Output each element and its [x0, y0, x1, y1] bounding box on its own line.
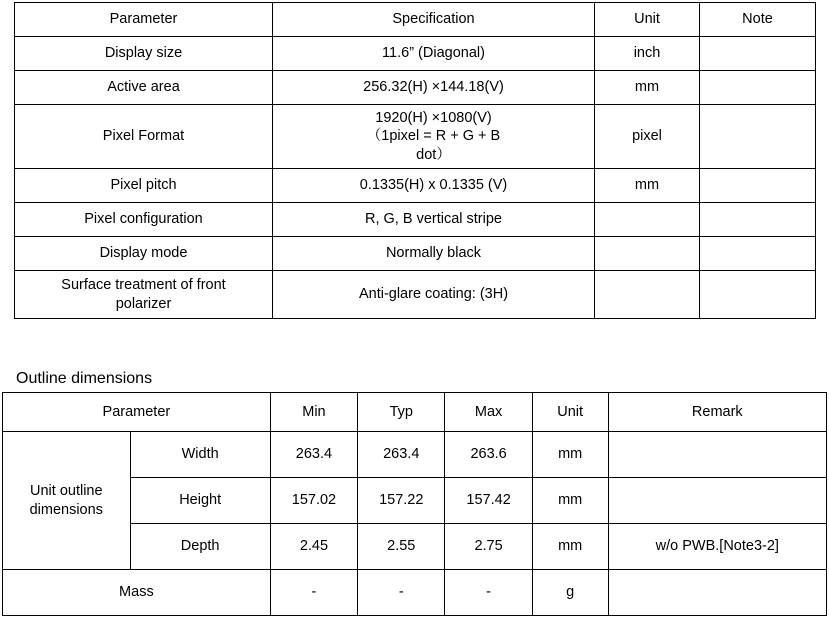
cell-unit	[595, 237, 700, 271]
column-header-parameter: Parameter	[15, 3, 273, 37]
column-header-parameter: Parameter	[3, 393, 271, 432]
cell-note	[700, 37, 816, 71]
cell-max: 157.42	[445, 478, 532, 524]
section-heading-outline-dimensions: Outline dimensions	[16, 370, 153, 387]
cell-unit: g	[532, 570, 608, 616]
cell-min: 263.4	[270, 432, 357, 478]
table-row	[3, 432, 827, 478]
cell-max: -	[445, 570, 532, 616]
column-header-max: Max	[445, 393, 532, 432]
cell-typ: 2.55	[358, 524, 445, 570]
table-row	[15, 271, 816, 319]
column-header-remark: Remark	[608, 393, 826, 432]
cell-sub-parameter: Depth	[130, 524, 270, 570]
cell-note	[700, 237, 816, 271]
cell-parameter: Display size	[15, 37, 273, 71]
cell-specification: 11.6” (Diagonal)	[273, 37, 595, 71]
table-row	[15, 203, 816, 237]
table-row	[15, 237, 816, 271]
cell-note	[700, 71, 816, 105]
cell-typ: -	[358, 570, 445, 616]
column-header-specification: Specification	[273, 3, 595, 37]
cell-remark	[608, 432, 826, 478]
cell-min: -	[270, 570, 357, 616]
table-header-row	[3, 393, 827, 432]
cell-group-label: Unit outline dimensions	[3, 432, 131, 570]
table-row	[3, 570, 827, 616]
table-row	[15, 105, 816, 169]
cell-unit: mm	[595, 71, 700, 105]
cell-parameter: Surface treatment of front polarizer	[15, 271, 273, 319]
cell-unit: inch	[595, 37, 700, 71]
column-header-unit: Unit	[532, 393, 608, 432]
cell-max: 263.6	[445, 432, 532, 478]
cell-specification: 0.1335(H) x 0.1335 (V)	[273, 169, 595, 203]
column-header-min: Min	[270, 393, 357, 432]
cell-parameter: Display mode	[15, 237, 273, 271]
cell-note	[700, 105, 816, 169]
cell-typ: 157.22	[358, 478, 445, 524]
cell-typ: 263.4	[358, 432, 445, 478]
cell-min: 2.45	[270, 524, 357, 570]
cell-unit: pixel	[595, 105, 700, 169]
cell-unit: mm	[595, 169, 700, 203]
cell-min: 157.02	[270, 478, 357, 524]
cell-parameter: Pixel configuration	[15, 203, 273, 237]
cell-parameter: Active area	[15, 71, 273, 105]
column-header-unit: Unit	[595, 3, 700, 37]
cell-specification: 256.32(H) ×144.18(V)	[273, 71, 595, 105]
cell-unit: mm	[532, 524, 608, 570]
cell-note	[700, 203, 816, 237]
cell-specification: R, G, B vertical stripe	[273, 203, 595, 237]
cell-sub-parameter: Width	[130, 432, 270, 478]
table-row	[15, 169, 816, 203]
cell-specification: 1920(H) ×1080(V) （1pixel = R + G + B dot）	[273, 105, 595, 169]
cell-unit	[595, 203, 700, 237]
cell-remark	[608, 478, 826, 524]
cell-specification: Anti-glare coating: (3H)	[273, 271, 595, 319]
cell-parameter-mass: Mass	[3, 570, 271, 616]
table-row	[15, 71, 816, 105]
cell-remark: w/o PWB.[Note3-2]	[608, 524, 826, 570]
general-specifications-table	[14, 2, 816, 319]
column-header-typ: Typ	[358, 393, 445, 432]
cell-specification: Normally black	[273, 237, 595, 271]
cell-sub-parameter: Height	[130, 478, 270, 524]
cell-parameter: Pixel pitch	[15, 169, 273, 203]
table-header-row	[15, 3, 816, 37]
cell-remark	[608, 570, 826, 616]
cell-note	[700, 169, 816, 203]
table-row	[15, 37, 816, 71]
outline-dimensions-table	[2, 392, 827, 616]
cell-unit: mm	[532, 432, 608, 478]
cell-unit: mm	[532, 478, 608, 524]
cell-unit	[595, 271, 700, 319]
column-header-note: Note	[700, 3, 816, 37]
cell-parameter: Pixel Format	[15, 105, 273, 169]
cell-note	[700, 271, 816, 319]
cell-max: 2.75	[445, 524, 532, 570]
